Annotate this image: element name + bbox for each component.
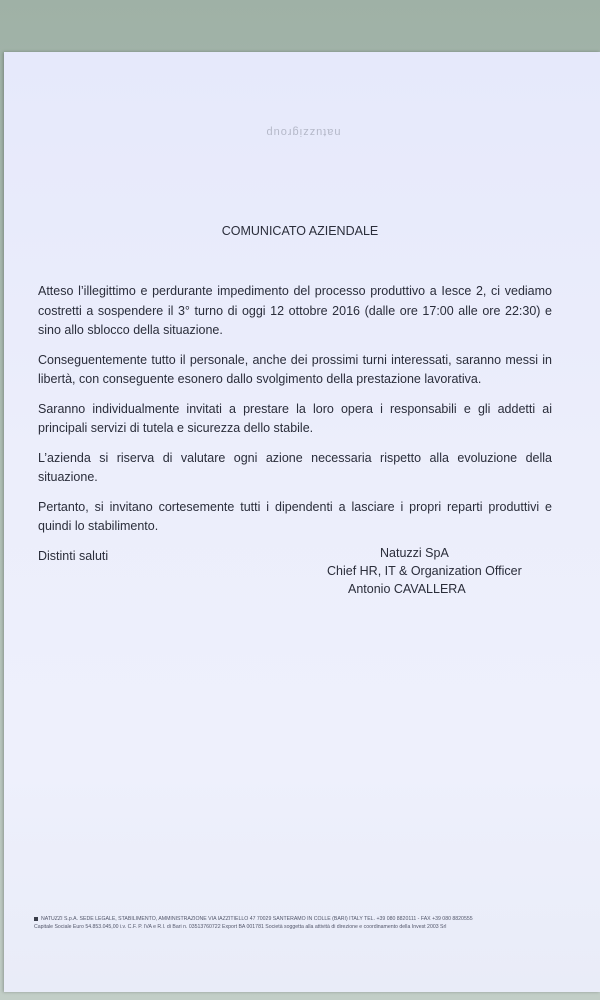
closing-salutation: Distinti saluti — [38, 548, 109, 563]
document-title: COMUNICATO AZIENDALE — [221, 224, 379, 238]
footer-line-1-text: NATUZZI S.p.A. SEDE LEGALE, STABILIMENTO, AMMINISTRAZIONE VIA IAZZITIELLO 47 70029 SANTERAMO IN COLLE (BARI) ITALY TEL. +39 080 8820111 - FAX +39 080 8820555 — [41, 916, 473, 922]
footer-line-2: Capitale Sociale Euro 54.853.045,00 i.v. C.F. P. IVA e R.I. di Bari n. 03513760722 Export BA 001781 Società soggetta alla attività di direzione e coordinamento della Invest 2003 Srl — [34, 924, 447, 930]
paragraph-2: Conseguentemente tutto il personale, anche dei prossimi turni interessati, saranno messi in libertà, con conseguente esonero dallo svolgimento della prestazione lavorativa. — [38, 352, 552, 386]
footer-square-icon — [34, 917, 38, 921]
document-body — [38, 282, 552, 576]
legal-footer — [34, 915, 562, 931]
paragraph-1: Atteso l’illegittimo e perdurante impedimento del processo produttivo a Iesce 2, ci vediamo costretti a sospendere il 3° turno di oggi 12 ottobre 2016 (dalle ore 17:00 alle ore 22:30) e sino allo sblocco della situazione. — [38, 284, 552, 337]
signature-role: Chief HR, IT & Organization Officer — [327, 564, 522, 578]
company-logo-watermark: natuzzigroup — [265, 126, 341, 138]
paragraph-4: L’azienda si riserva di valutare ogni azione necessaria rispetto alla evoluzione della situazione. — [38, 450, 552, 484]
footer-line-1 — [34, 915, 562, 923]
paragraph-3: Saranno individualmente invitati a prestare la loro opera i responsabili e gli addetti ai principali servizi di tutela e sicurezza dello stabile. — [38, 401, 552, 435]
signature-name: Antonio CAVALLERA — [348, 582, 466, 596]
signature-company: Natuzzi SpA — [380, 546, 449, 560]
paragraph-5: Pertanto, si invitano cortesemente tutti i dipendenti a lasciare i propri reparti produttivi e quindi lo stabilimento. — [38, 499, 552, 533]
